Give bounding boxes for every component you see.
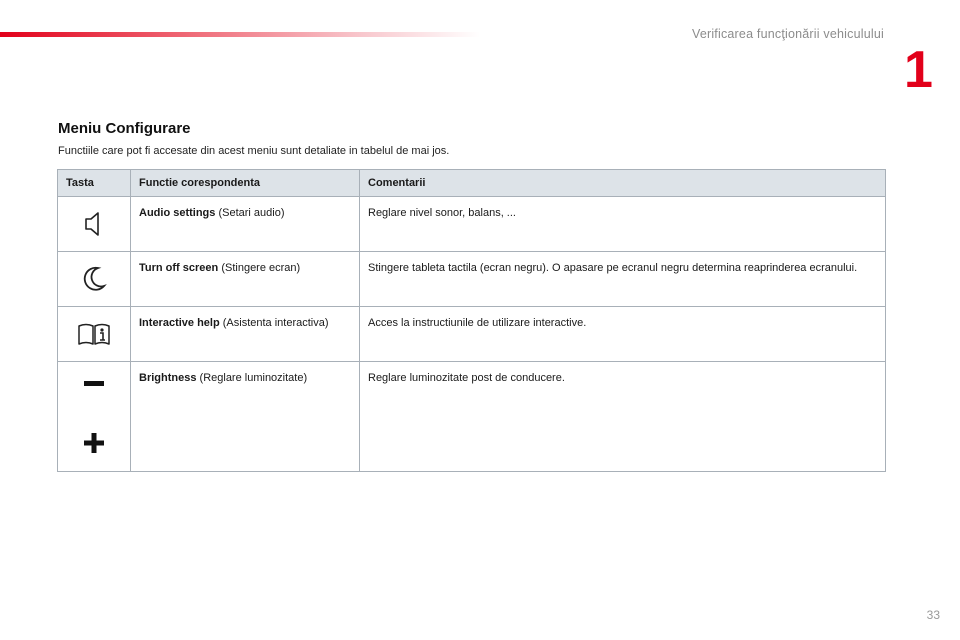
top-accent-bar [0,32,480,37]
function-cell [131,307,360,362]
function-translation: (Stingere ecran) [221,262,301,274]
page-number: 33 [926,608,940,622]
table-row [58,252,886,307]
table-header-row [58,170,886,197]
key-cell [58,362,131,472]
header-comments: Comentarii [360,170,886,197]
key-cell [58,307,131,362]
function-translation: (Setari audio) [218,207,285,219]
key-cell [58,252,131,307]
plus-icon [83,432,105,454]
function-cell [131,362,360,472]
section-title: Meniu Configurare [58,120,191,137]
comment-cell: Reglare luminozitate post de conducere. [360,362,886,472]
function-translation: (Reglare luminozitate) [199,372,308,384]
config-table [57,169,886,472]
table-row [58,307,886,362]
minus-icon [83,380,105,388]
function-name: Interactive help [139,317,220,329]
book-info-icon [77,322,111,346]
key-cell [58,197,131,252]
function-cell [131,252,360,307]
moon-icon [81,265,107,293]
comment-cell: Acces la instructiunile de utilizare interactive. [360,307,886,362]
comment-cell: Stingere tableta tactila (ecran negru). O apasare pe ecranul negru determina reaprinderea ecranului. [360,252,886,307]
section-intro: Functiile care pot fi accesate din acest meniu sunt detaliate in tabelul de mai jos. [58,145,450,157]
function-name: Brightness [139,372,197,384]
table-row [58,197,886,252]
comment-cell: Reglare nivel sonor, balans, ... [360,197,886,252]
function-translation: (Asistenta interactiva) [222,317,329,329]
speaker-icon [83,209,105,239]
header-function: Functie corespondenta [131,170,360,197]
function-name: Audio settings [139,207,216,219]
function-cell [131,197,360,252]
header-key: Tasta [58,170,131,197]
table-row [58,362,886,472]
chapter-number: 1 [904,41,933,99]
function-name: Turn off screen [139,262,219,274]
chapter-header-title: Verificarea funcţionării vehiculului [691,27,884,41]
